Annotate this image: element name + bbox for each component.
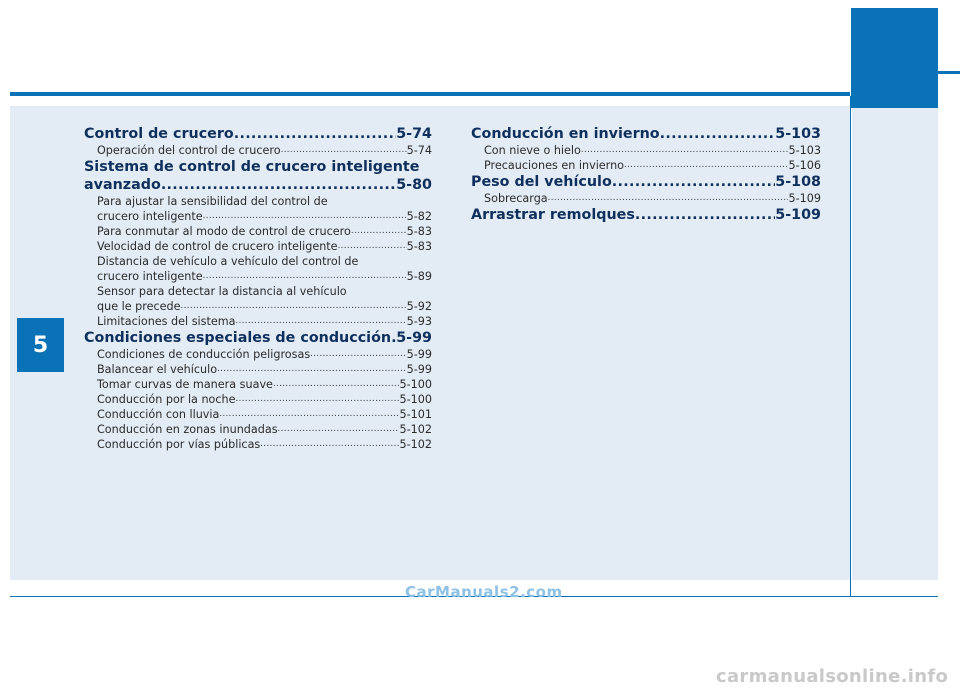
toc-dot-leader	[234, 125, 396, 143]
toc-entry-label: Para conmutar al modo de control de crucero	[97, 225, 351, 238]
toc-page-number: 5-108	[775, 174, 821, 190]
toc-section-entry[interactable]	[471, 125, 821, 143]
toc-entry-label: Tomar curvas de manera suave	[97, 378, 273, 391]
toc-subsection-entry[interactable]	[84, 269, 432, 284]
toc-page-number: 5-102	[399, 423, 432, 436]
toc-subsection-entry[interactable]	[84, 422, 432, 437]
toc-entry-label: Operación del control de crucero	[97, 144, 281, 157]
toc-section-entry[interactable]	[84, 125, 432, 143]
toc-page-number: 5-74	[406, 144, 432, 157]
toc-subsection-title-line[interactable]: Distancia de vehículo a vehículo del control de	[97, 255, 359, 268]
column-divider	[850, 96, 851, 596]
toc-entry-label: Conducción en zonas inundadas	[97, 423, 278, 436]
toc-subsection-title-line[interactable]: Para ajustar la sensibilidad del control de	[97, 195, 328, 208]
toc-dot-leader	[581, 143, 789, 158]
toc-entry-label: Arrastrar remolques	[471, 207, 635, 223]
toc-subsection-entry[interactable]	[84, 407, 432, 422]
toc-dot-leader	[236, 392, 400, 407]
toc-entry-label: Conducción en invierno	[471, 126, 660, 142]
chapter-corner-block	[851, 8, 938, 108]
toc-dot-leader	[217, 362, 407, 377]
toc-page-number: 5-102	[399, 438, 432, 451]
toc-subsection-entry[interactable]	[84, 437, 432, 452]
toc-dot-leader	[635, 206, 775, 224]
toc-subsection-entry[interactable]	[84, 299, 432, 314]
toc-dot-leader	[236, 314, 407, 329]
toc-entry-label: Con nieve o hielo	[484, 144, 581, 157]
toc-page-number: 5-99	[396, 330, 432, 346]
toc-entry-label: Conducción por vías públicas	[97, 438, 261, 451]
toc-section-entry[interactable]	[471, 173, 821, 191]
toc-entry-label: avanzado	[84, 177, 161, 193]
toc-section-entry[interactable]	[471, 206, 821, 224]
watermark-text: CarManuals2.com	[405, 583, 563, 601]
side-panel	[852, 108, 938, 580]
toc-entry-label: Balancear el vehículo	[97, 363, 218, 376]
toc-subsection-entry[interactable]	[84, 347, 432, 362]
toc-dot-leader	[351, 224, 407, 239]
toc-section-entry[interactable]	[84, 176, 432, 194]
toc-subsection-entry[interactable]	[84, 143, 432, 158]
top-rule	[10, 92, 850, 96]
toc-page-number: 5-99	[406, 363, 432, 376]
top-rule-right	[938, 71, 960, 74]
toc-page-number: 5-89	[406, 270, 432, 283]
toc-entry-label: Precauciones en invierno	[484, 159, 625, 172]
toc-dot-leader	[219, 407, 399, 422]
toc-page-number: 5-100	[399, 393, 432, 406]
toc-dot-leader	[548, 191, 789, 206]
toc-entry-label: Conducción por la noche	[97, 393, 236, 406]
toc-page-number: 5-99	[406, 348, 432, 361]
toc-subsection-entry[interactable]	[471, 143, 821, 158]
toc-section-entry[interactable]	[84, 329, 432, 347]
toc-dot-leader	[612, 173, 776, 191]
toc-page-number: 5-92	[406, 300, 432, 313]
toc-entry-label: Velocidad de control de crucero inteligente	[97, 240, 338, 253]
toc-subsection-entry[interactable]	[84, 209, 432, 224]
toc-dot-leader	[181, 299, 407, 314]
toc-dot-leader	[278, 422, 400, 437]
toc-page-number: 5-101	[399, 408, 432, 421]
toc-subsection-entry[interactable]	[84, 362, 432, 377]
toc-dot-leader	[203, 209, 407, 224]
toc-subsection-entry[interactable]	[471, 191, 821, 206]
toc-entry-label: que le precede	[97, 300, 181, 313]
toc-subsection-entry[interactable]	[84, 314, 432, 329]
toc-dot-leader	[310, 347, 406, 362]
toc-dot-leader	[338, 239, 407, 254]
toc-subsection-entry[interactable]	[84, 377, 432, 392]
toc-dot-leader	[624, 158, 788, 173]
toc-page-number: 5-83	[406, 240, 432, 253]
toc-page-number: 5-74	[396, 126, 432, 142]
footer-watermark: carmanualsonline.info	[716, 666, 949, 687]
toc-page-number: 5-82	[406, 210, 432, 223]
toc-entry-label: crucero inteligente	[97, 270, 203, 283]
toc-entry-label: crucero inteligente	[97, 210, 203, 223]
toc-entry-label: Control de crucero	[84, 126, 234, 142]
toc-dot-leader	[281, 143, 407, 158]
toc-subsection-entry[interactable]	[84, 224, 432, 239]
toc-subsection-entry[interactable]	[84, 392, 432, 407]
toc-right-column	[471, 125, 821, 224]
toc-section-title-line[interactable]: Sistema de control de crucero inteligente	[84, 159, 420, 175]
toc-page-number: 5-109	[788, 192, 821, 205]
toc-entry-label: Condiciones especiales de conducción	[84, 330, 392, 346]
toc-page-number: 5-103	[775, 126, 821, 142]
toc-entry-label: Sobrecarga	[484, 192, 548, 205]
toc-entry-label: Limitaciones del sistema	[97, 315, 236, 328]
toc-dot-leader	[161, 176, 396, 194]
toc-dot-leader	[203, 269, 407, 284]
toc-dot-leader	[660, 125, 776, 143]
toc-page-number: 5-106	[788, 159, 821, 172]
toc-entry-label: Condiciones de conducción peligrosas	[97, 348, 311, 361]
toc-subsection-entry[interactable]	[84, 239, 432, 254]
toc-entry-label: Peso del vehículo	[471, 174, 612, 190]
toc-page-number: 5-80	[396, 177, 432, 193]
toc-entry-label: Conducción con lluvia	[97, 408, 220, 421]
toc-page-number: 5-103	[788, 144, 821, 157]
toc-dot-leader	[260, 437, 399, 452]
chapter-tab[interactable]: 5	[17, 318, 64, 372]
toc-page-number: 5-83	[406, 225, 432, 238]
toc-subsection-entry[interactable]	[471, 158, 821, 173]
toc-page-number: 5-109	[775, 207, 821, 223]
toc-page-number: 5-100	[399, 378, 432, 391]
toc-dot-leader	[273, 377, 400, 392]
toc-left-column	[84, 125, 432, 452]
toc-subsection-title-line[interactable]: Sensor para detectar la distancia al vehículo	[97, 285, 347, 298]
toc-page-number: 5-93	[406, 315, 432, 328]
